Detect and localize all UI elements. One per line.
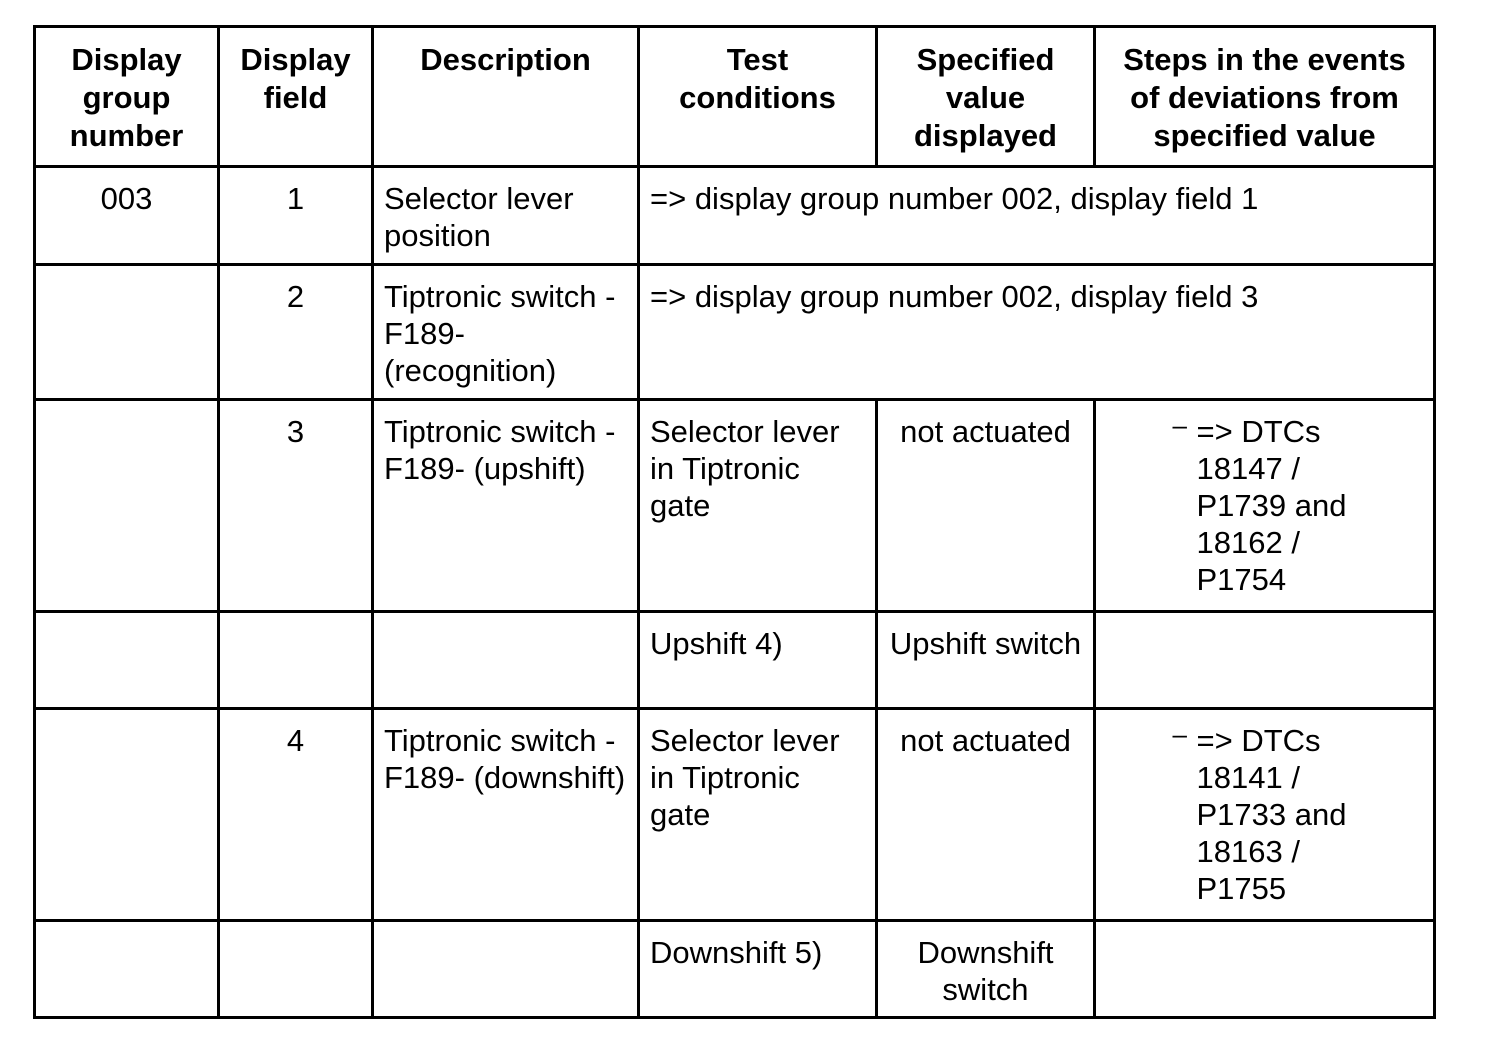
description-cell: Tiptronic switch -F189- (recognition) bbox=[373, 265, 639, 400]
steps-text: => DTCs 18141 / P1733 and 18163 / P1755 bbox=[1196, 723, 1347, 906]
header-test-conditions: Test conditions bbox=[639, 27, 877, 167]
group-number-cell bbox=[35, 400, 219, 612]
specified-value-cell: Downshift switch bbox=[877, 921, 1095, 1018]
header-steps: Steps in the events of deviations from specified value bbox=[1095, 27, 1435, 167]
group-number-cell bbox=[35, 921, 219, 1018]
specified-value-cell: Upshift switch bbox=[877, 612, 1095, 709]
measuring-value-table bbox=[33, 25, 1436, 1019]
reference-cell: => display group number 002, display field 1 bbox=[639, 167, 1435, 265]
field-cell: 3 bbox=[219, 400, 373, 612]
table-row bbox=[35, 400, 1435, 612]
field-cell: 4 bbox=[219, 709, 373, 921]
header-row bbox=[35, 27, 1435, 167]
description-cell: Selector lever position bbox=[373, 167, 639, 265]
steps-cell bbox=[1095, 400, 1435, 612]
test-condition-cell: Selector lever in Tiptronic gate bbox=[639, 400, 877, 612]
dash-bullet: – bbox=[1172, 410, 1187, 440]
description-cell bbox=[373, 612, 639, 709]
header-specified-value: Specified value displayed bbox=[877, 27, 1095, 167]
field-cell bbox=[219, 921, 373, 1018]
group-number-cell bbox=[35, 709, 219, 921]
group-number-cell bbox=[35, 612, 219, 709]
table-row bbox=[35, 921, 1435, 1018]
steps-content bbox=[1106, 719, 1423, 907]
description-cell: Tiptronic switch -F189- (upshift) bbox=[373, 400, 639, 612]
reference-cell: => display group number 002, display field 3 bbox=[639, 265, 1435, 400]
field-cell: 1 bbox=[219, 167, 373, 265]
test-condition-cell: Upshift 4) bbox=[639, 612, 877, 709]
table-row bbox=[35, 612, 1435, 709]
field-cell: 2 bbox=[219, 265, 373, 400]
table-row bbox=[35, 167, 1435, 265]
specified-value-cell: not actuated bbox=[877, 400, 1095, 612]
test-condition-cell: Selector lever in Tiptronic gate bbox=[639, 709, 877, 921]
table-row bbox=[35, 709, 1435, 921]
header-display-group-number: Display group number bbox=[35, 27, 219, 167]
steps-cell bbox=[1095, 921, 1435, 1018]
steps-cell bbox=[1095, 709, 1435, 921]
group-number-cell bbox=[35, 265, 219, 400]
steps-content bbox=[1106, 410, 1423, 598]
test-condition-cell: Downshift 5) bbox=[639, 921, 877, 1018]
header-description: Description bbox=[373, 27, 639, 167]
dash-bullet: – bbox=[1172, 719, 1187, 749]
specified-value-cell: not actuated bbox=[877, 709, 1095, 921]
group-number-cell: 003 bbox=[35, 167, 219, 265]
header-display-field: Display field bbox=[219, 27, 373, 167]
field-cell bbox=[219, 612, 373, 709]
description-cell: Tiptronic switch -F189- (downshift) bbox=[373, 709, 639, 921]
steps-cell bbox=[1095, 612, 1435, 709]
description-cell bbox=[373, 921, 639, 1018]
steps-text: => DTCs 18147 / P1739 and 18162 / P1754 bbox=[1196, 414, 1347, 597]
table-row bbox=[35, 265, 1435, 400]
